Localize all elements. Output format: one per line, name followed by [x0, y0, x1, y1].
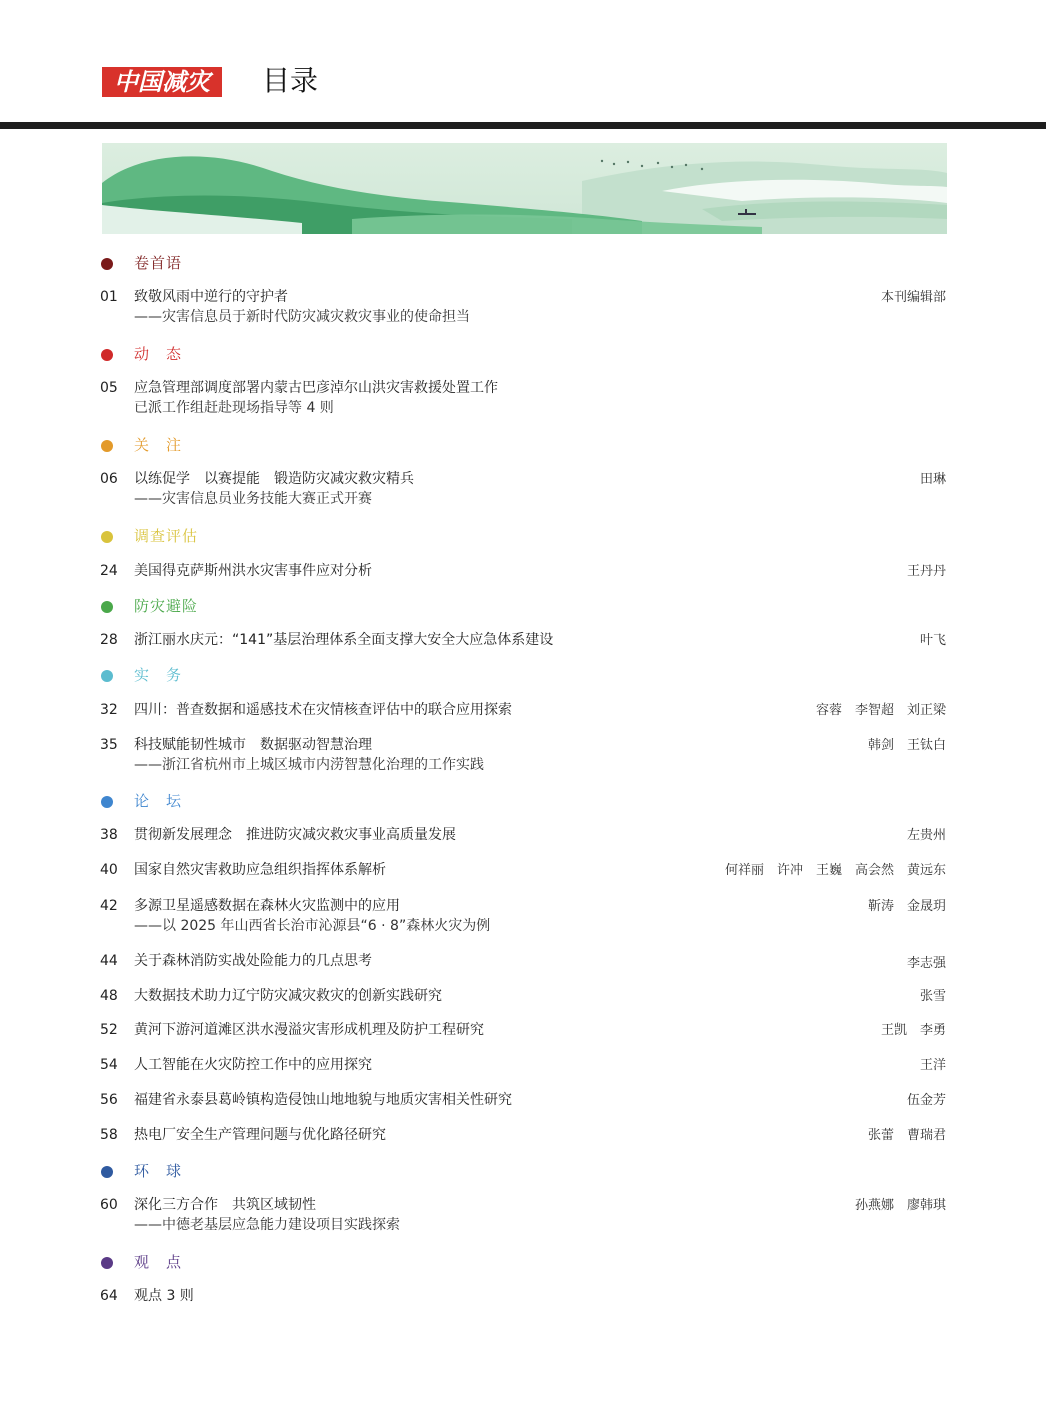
- article-title: 福建省永泰县葛岭镇构造侵蚀山地地貌与地质灾害相关性研究: [134, 1092, 512, 1108]
- article-author: 王丹丹: [906, 564, 946, 579]
- article-author: 靳涛 金晟玥: [867, 899, 946, 914]
- article-title: 热电厂安全生产管理问题与优化路径研究: [134, 1127, 386, 1143]
- page-number: 05: [100, 380, 118, 396]
- article-title: 国家自然灾害救助应急组织指挥体系解析: [134, 862, 386, 878]
- article-author: 何祥丽 许冲 王巍 高会然 黄远东: [724, 863, 946, 878]
- section-label: 防灾避险: [134, 597, 199, 615]
- page-number: 24: [100, 563, 118, 579]
- section-bullet-icon: [101, 601, 113, 613]
- page-number: 35: [100, 737, 118, 753]
- article-title: 黄河下游河道滩区洪水漫溢灾害形成机理及防护工程研究: [134, 1022, 484, 1038]
- article-author: 本刊编辑部: [880, 290, 946, 305]
- article-author: 左贵州: [906, 828, 946, 843]
- section-bullet-icon: [101, 670, 113, 682]
- article-subtitle: ——灾害信息员于新时代防灾减灾救灾事业的使命担当: [134, 309, 470, 325]
- article-subtitle: ——以 2025 年山西省长治市沁源县“6 · 8”森林火灾为例: [134, 918, 491, 934]
- article-author: 田琳: [919, 472, 946, 487]
- section-guandian: [0, 1250, 1046, 1274]
- article-title: 浙江丽水庆元：“141”基层治理体系全面支撑大安全大应急体系建设: [134, 632, 554, 648]
- page-number: 54: [100, 1057, 118, 1073]
- article-title: 科技赋能韧性城市 数据驱动智慧治理: [134, 737, 372, 753]
- article-subtitle: 已派工作组赶赴现场指导等 4 则: [134, 400, 334, 416]
- section-juanshouyu: [0, 251, 1046, 275]
- page-number: 44: [100, 953, 118, 969]
- article-author: 伍金芳: [906, 1093, 946, 1108]
- article-title: 四川：普查数据和遥感技术在灾情核查评估中的联合应用探索: [134, 702, 512, 718]
- article-author: 王洋: [919, 1058, 946, 1073]
- section-label: 关 注: [134, 436, 183, 454]
- section-bullet-icon: [101, 796, 113, 808]
- page-number: 60: [100, 1197, 118, 1213]
- article-author: 孙燕娜 廖韩琪: [854, 1198, 946, 1213]
- article-subtitle: ——灾害信息员业务技能大赛正式开赛: [134, 491, 372, 507]
- section-bullet-icon: [101, 1166, 113, 1178]
- section-label: 观 点: [134, 1253, 183, 1271]
- section-shiwu: [0, 663, 1046, 687]
- article-author: 王凯 李勇: [880, 1023, 946, 1038]
- article-title: 人工智能在火灾防控工作中的应用探究: [134, 1057, 372, 1073]
- article-author: 李志强: [906, 956, 946, 971]
- header-rule: [0, 122, 1046, 129]
- section-bullet-icon: [101, 258, 113, 270]
- article-title: 美国得克萨斯州洪水灾害事件应对分析: [134, 563, 372, 579]
- article-title: 以练促学 以赛提能 锻造防灾减灾救灾精兵: [134, 471, 414, 487]
- page-number: 48: [100, 988, 118, 1004]
- article-title: 贯彻新发展理念 推进防灾减灾救灾事业高质量发展: [134, 827, 456, 843]
- article-title: 多源卫星遥感数据在森林火灾监测中的应用: [134, 898, 400, 914]
- article-title: 深化三方合作 共筑区域韧性: [134, 1197, 316, 1213]
- page-number: 32: [100, 702, 118, 718]
- section-dongtai: [0, 342, 1046, 366]
- section-huanqiu: [0, 1159, 1046, 1183]
- section-bullet-icon: [101, 349, 113, 361]
- article-title: 致敬风雨中逆行的守护者: [134, 289, 288, 305]
- section-bullet-icon: [101, 531, 113, 543]
- article-author: 张雪: [919, 989, 946, 1004]
- section-luntan: [0, 789, 1046, 813]
- article-subtitle: ——中德老基层应急能力建设项目实践探索: [134, 1217, 400, 1233]
- section-label: 论 坛: [134, 792, 183, 810]
- page-number: 38: [100, 827, 118, 843]
- section-guanzhu: [0, 433, 1046, 457]
- section-diaocha: [0, 524, 1046, 548]
- page-number: 06: [100, 471, 118, 487]
- article-author: 张蕾 曹瑞君: [867, 1128, 946, 1143]
- page-number: 64: [100, 1288, 118, 1304]
- article-subtitle: ——浙江省杭州市上城区城市内涝智慧化治理的工作实践: [134, 757, 484, 773]
- page-number: 40: [100, 862, 118, 878]
- page-number: 52: [100, 1022, 118, 1038]
- landscape-banner: [102, 143, 947, 234]
- article-title: 应急管理部调度部署内蒙古巴彦淖尔山洪灾害救援处置工作: [134, 380, 498, 396]
- article-author: 叶飞: [919, 633, 946, 648]
- page-title: 目录: [262, 64, 319, 97]
- article-author: 韩剑 王钛白: [867, 738, 946, 753]
- section-label: 环 球: [134, 1162, 183, 1180]
- article-title: 观点 3 则: [134, 1288, 194, 1304]
- page-number: 42: [100, 898, 118, 914]
- magazine-logo: 中国减灾: [102, 67, 222, 97]
- section-bullet-icon: [101, 440, 113, 452]
- article-author: 容蓉 李智超 刘正梁: [815, 703, 946, 718]
- section-fangzai: [0, 594, 1046, 618]
- article-title: 关于森林消防实战处险能力的几点思考: [134, 953, 372, 969]
- page-number: 28: [100, 632, 118, 648]
- page-number: 01: [100, 289, 118, 305]
- section-label: 卷首语: [134, 254, 183, 272]
- page-number: 58: [100, 1127, 118, 1143]
- section-label: 调查评估: [134, 527, 199, 545]
- article-title: 大数据技术助力辽宁防灾减灾救灾的创新实践研究: [134, 988, 442, 1004]
- section-bullet-icon: [101, 1257, 113, 1269]
- section-label: 实 务: [134, 666, 183, 684]
- section-label: 动 态: [134, 345, 183, 363]
- page-number: 56: [100, 1092, 118, 1108]
